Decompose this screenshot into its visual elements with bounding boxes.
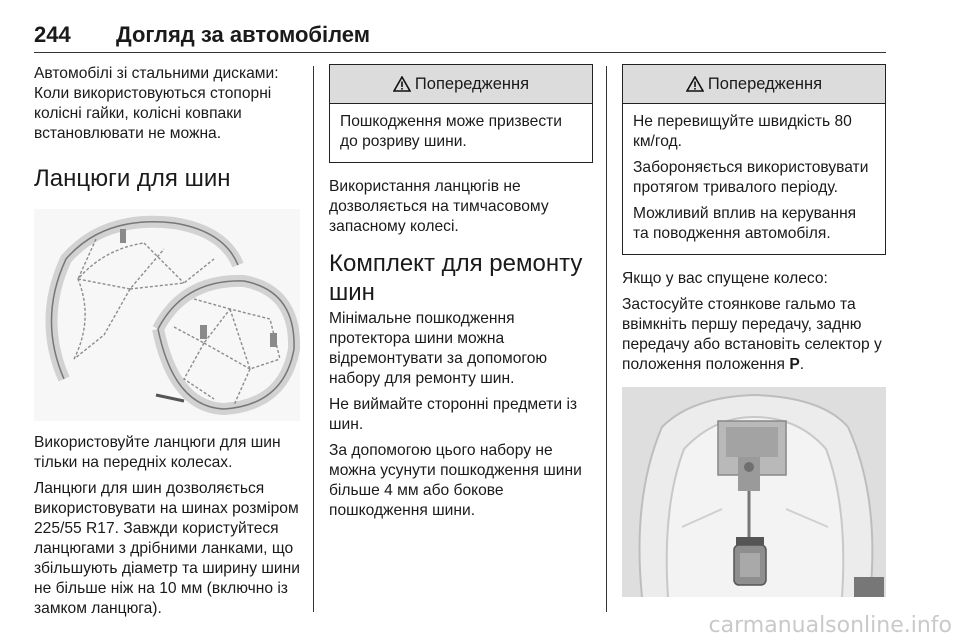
page-number: 244 [34,22,71,47]
warning-duration: Забороняється використовувати протягом тривалого періоду. [633,159,869,196]
paragraph-repair-intro: Мінімальне пошкодження протектора шини можна відремонтувати за допомогою набору для ремонту шин. [329,310,548,387]
paragraph-parking-brake [622,295,886,375]
warning-title: Попередження [707,74,823,93]
intro-paragraph: Автомобілі зі стальними дисками: Коли використовуються стопорні колісні гайки, колісні ковпаки встановлювати не можна. [34,65,279,142]
warning-text: Пошкодження може призвести до розриву шини. [340,113,562,150]
column-right [622,64,886,597]
parking-brake-text: Застосуйте стоянкове гальмо та ввімкніть першу передачу, задню передачу або встановіть селектор у положення положення [622,296,882,373]
gear-position-label: P [789,356,800,373]
section-heading-repair-kit: Комплект для ремонту шин [329,250,583,306]
watermark-text: carmanualsonline.info [708,613,952,638]
paragraph-spare-wheel: Використання ланцюгів не дозволяється на тимчасовому запасному колесі. [329,178,549,235]
paragraph-chain-size: Ланцюги для шин дозволяється використовувати на шинах розміром 225/55 R17. Завжди користуйтеся ланцюгами з дрібними ланками, що збільшують діаметр та ширину шини не більше ніж на 10 мм (включно із замком ланцюга). [34,480,300,617]
paragraph-damage-limit: За допомогою цього набору не можна усунути пошкодження шини більше 4 мм або бокове пошкодження шини. [329,442,582,519]
warning-speed: Не перевищуйте швидкість 80 км/год. [633,113,852,150]
paragraph-flat-tyre: Якщо у вас спущене колесо: [622,270,828,287]
column-left [34,64,300,625]
warning-box [622,64,886,255]
paragraph-foreign-objects: Не виймайте сторонні предмети із шин. [329,396,578,433]
snow-chains-illustration [34,209,300,421]
page-header [34,22,886,53]
tire-repair-kit-illustration [622,387,886,597]
section-heading-snow-chains: Ланцюги для шин [34,165,231,192]
page-title: Догляд за автомобілем [116,22,371,47]
warning-box [329,64,593,163]
column-middle [329,64,593,527]
warning-triangle-icon [393,76,411,92]
warning-handling: Можливий вплив на керування та поводження автомобіля. [633,205,857,242]
warning-triangle-icon [686,76,704,92]
warning-title: Попередження [414,74,530,93]
warning-header [330,65,592,104]
column-divider [606,66,607,612]
paragraph-front-wheels: Використовуйте ланцюги для шин тільки на передніх колесах. [34,434,281,471]
sentence-end: . [799,356,805,373]
column-divider [313,66,314,612]
warning-header [623,65,885,104]
